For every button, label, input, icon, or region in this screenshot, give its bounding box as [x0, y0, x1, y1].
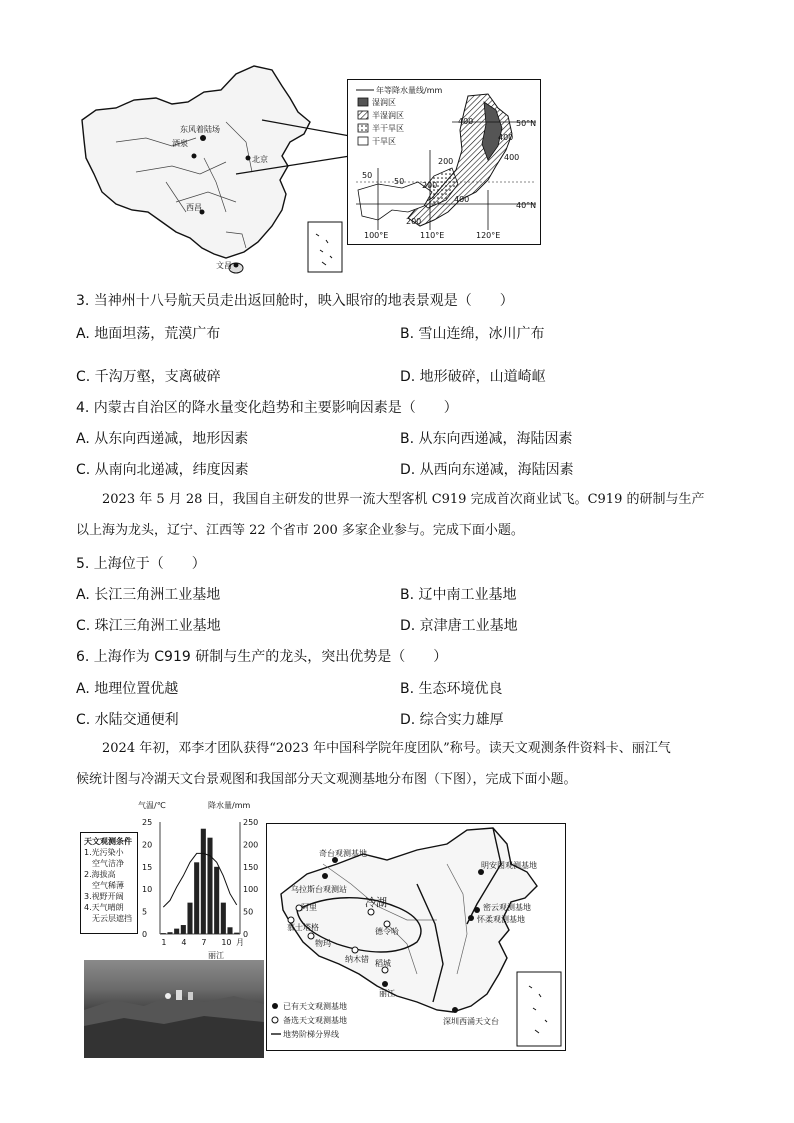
precip-tick-label: 50 — [243, 907, 254, 917]
temp-tick-label: 25 — [142, 818, 153, 827]
legend-arid: 干旱区 — [372, 137, 396, 146]
label-beijing: 北京 — [252, 155, 268, 164]
legend-semiarid: 半干旱区 — [372, 124, 404, 133]
q6-option-c[interactable]: C. 水陆交通便利 — [76, 712, 179, 728]
lat-50n: 50°N — [516, 119, 537, 128]
label-delingha: 德令哈 — [375, 927, 399, 936]
label-lijiang: 丽江 — [379, 989, 395, 998]
card-title: 天文观测条件 — [84, 837, 132, 846]
label-xichang: 西昌 — [186, 203, 202, 212]
q4-option-c[interactable]: C. 从南向北递减，纬度因素 — [76, 462, 249, 478]
precip-axis-title: 降水量/mm — [208, 801, 251, 810]
label-miyun: 密云观测基地 — [483, 903, 531, 912]
label-huairou: 怀柔观测基地 — [477, 915, 525, 924]
label-muztagh: 慕士塔格 — [287, 923, 319, 932]
q3-option-b[interactable]: B. 雪山连绵，冰川广布 — [400, 326, 545, 342]
legend-humid: 湿润区 — [372, 98, 396, 107]
label-dongfeng: 东风着陆场 — [180, 125, 220, 134]
temp-tick-label: 10 — [142, 885, 153, 895]
iso-400-c: 400 — [504, 153, 520, 162]
q5-option-c[interactable]: C. 珠江三角洲工业基地 — [76, 618, 221, 634]
label-wuma: 物玛 — [315, 939, 331, 948]
card-item: 1.光污染小 — [84, 848, 124, 857]
iso-200-b: 200 — [422, 181, 438, 190]
label-wulasitai: 乌拉斯台观测站 — [291, 885, 347, 894]
precip-tick-label: 100 — [243, 885, 259, 895]
lon-100e: 100°E — [364, 231, 389, 240]
card-item: 3.视野开阔 — [84, 892, 124, 901]
lat-40n: 40°N — [516, 201, 537, 210]
lenghu-landscape-photo — [84, 960, 264, 1058]
month-tick-label: 10 — [221, 938, 232, 947]
label-jiuquan: 酒泉 — [172, 139, 188, 148]
legend-subhumid: 半湿润区 — [372, 111, 404, 120]
q4-option-b[interactable]: B. 从东向西递减，海陆因素 — [400, 431, 573, 447]
temp-tick-label: 0 — [142, 930, 148, 939]
precipitation-bar — [167, 932, 172, 934]
legend-candidate-base: 备选天文观测基地 — [283, 1016, 347, 1025]
passage-c919-line1: 2023 年 5 月 28 日，我国自主研发的世界一流大型客机 C919 完成首次商业试飞。C919 的研制与生产 — [102, 492, 705, 507]
q6-option-d[interactable]: D. 综合实力雄厚 — [400, 712, 504, 728]
precipitation-bar — [161, 933, 166, 934]
question-6-stem: 6. 上海作为 C919 研制与生产的龙头，突出优势是（ ） — [76, 649, 448, 665]
precipitation-bar — [227, 927, 232, 934]
passage-astro-line2: 候统计图与冷湖天文台景观图和我国部分天文观测基地分布图（下图），完成下面小题。 — [76, 772, 577, 787]
q6-option-a[interactable]: A. 地理位置优越 — [76, 681, 179, 697]
precipitation-bar — [221, 903, 226, 934]
lon-110e: 110°E — [420, 231, 445, 240]
iso-50-a: 50 — [362, 171, 373, 180]
precipitation-bar — [194, 862, 199, 934]
landing-site-marker — [200, 135, 206, 141]
precipitation-bar — [214, 867, 219, 934]
label-shenzhen: 深圳西涌天文台 — [443, 1017, 499, 1026]
q5-option-b[interactable]: B. 辽中南工业基地 — [400, 587, 517, 603]
precipitation-bar — [207, 838, 212, 934]
card-item: 空气稀薄 — [92, 881, 124, 890]
astro-conditions-card — [80, 832, 138, 934]
iso-200-a: 200 — [438, 157, 454, 166]
q3-option-c[interactable]: C. 千沟万壑，支离破碎 — [76, 369, 221, 385]
precipitation-inset — [347, 79, 541, 245]
month-tick-label: 7 — [201, 938, 207, 947]
temp-tick-label: 5 — [142, 907, 148, 917]
precipitation-bar — [201, 829, 206, 934]
q3-option-d[interactable]: D. 地形破碎，山道崎岖 — [400, 369, 546, 385]
label-namco: 纳木错 — [345, 955, 369, 964]
label-wenchang: 文昌 — [216, 261, 232, 270]
precipitation-bar — [187, 903, 192, 934]
label-mingantu: 明安图观测基地 — [481, 861, 537, 870]
question-3-stem: 3. 当神州十八号航天员走出返回舱时，映入眼帘的地表景观是（ ） — [76, 293, 514, 309]
temp-tick-label: 15 — [142, 862, 153, 872]
china-map-top — [76, 62, 376, 277]
card-item: 空气洁净 — [92, 859, 124, 868]
card-item: 4.天气晴朗 — [84, 903, 124, 912]
q4-option-a[interactable]: A. 从东向西递减，地形因素 — [76, 431, 249, 447]
label-daocheng: 稻城 — [375, 959, 391, 968]
precipitation-bar — [174, 929, 179, 934]
q5-option-a[interactable]: A. 长江三角洲工业基地 — [76, 587, 221, 603]
card-item: 2.海拔高 — [84, 870, 116, 879]
passage-c919-line2: 以上海为龙头，辽宁、江西等 22 个省市 200 多家企业参与。完成下面小题。 — [76, 523, 524, 538]
precipitation-bar — [181, 925, 186, 934]
temperature-line — [163, 853, 236, 907]
precipitation-bar — [234, 933, 239, 934]
iso-50-b: 50 — [394, 177, 405, 186]
legend-title: 年等降水量线/mm — [376, 86, 443, 95]
q3-option-a[interactable]: A. 地面坦荡，荒漠广布 — [76, 326, 221, 342]
question-4-stem: 4. 内蒙古自治区的降水量变化趋势和主要影响因素是（ ） — [76, 400, 458, 416]
precip-tick-label: 200 — [243, 840, 259, 850]
iso-400-a: 400 — [458, 117, 474, 126]
iso-400-d: 400 — [454, 195, 470, 204]
question-5-stem: 5. 上海位于（ ） — [76, 556, 206, 572]
precip-tick-label: 250 — [243, 818, 259, 827]
place-label: 丽江 — [208, 951, 224, 960]
precip-tick-label: 150 — [243, 862, 259, 872]
legend-terrain-boundary: 地势阶梯分界线 — [283, 1030, 339, 1039]
legend-existing-base: 已有天文观测基地 — [283, 1002, 347, 1011]
q5-option-d[interactable]: D. 京津唐工业基地 — [400, 618, 518, 634]
month-tick-label: 4 — [181, 938, 187, 947]
iso-200-c: 200 — [406, 217, 422, 226]
label-qitai: 奇台观测基地 — [319, 849, 367, 858]
precip-tick-label: 0 — [243, 930, 249, 939]
lijiang-climate-chart — [138, 798, 268, 960]
q6-option-b[interactable]: B. 生态环境优良 — [400, 681, 503, 697]
q4-option-d[interactable]: D. 从西向东递减，海陆因素 — [400, 462, 574, 478]
temp-axis-title: 气温/℃ — [138, 801, 166, 810]
label-ali: 阿里 — [301, 903, 317, 912]
iso-400-b: 400 — [498, 133, 514, 142]
lon-120e: 120°E — [476, 231, 501, 240]
astro-bases-map — [266, 823, 566, 1051]
passage-astro-line1: 2024 年初，邓李才团队获得“2023 年中国科学院年度团队”称号。读天文观测条件资料卡、丽江气 — [102, 741, 671, 756]
month-tick-label: 月 — [236, 938, 244, 947]
month-tick-label: 1 — [161, 938, 167, 947]
temp-tick-label: 20 — [142, 840, 153, 850]
label-lenghu: 冷湖 — [365, 896, 387, 909]
card-item: 无云层遮挡 — [92, 914, 132, 923]
